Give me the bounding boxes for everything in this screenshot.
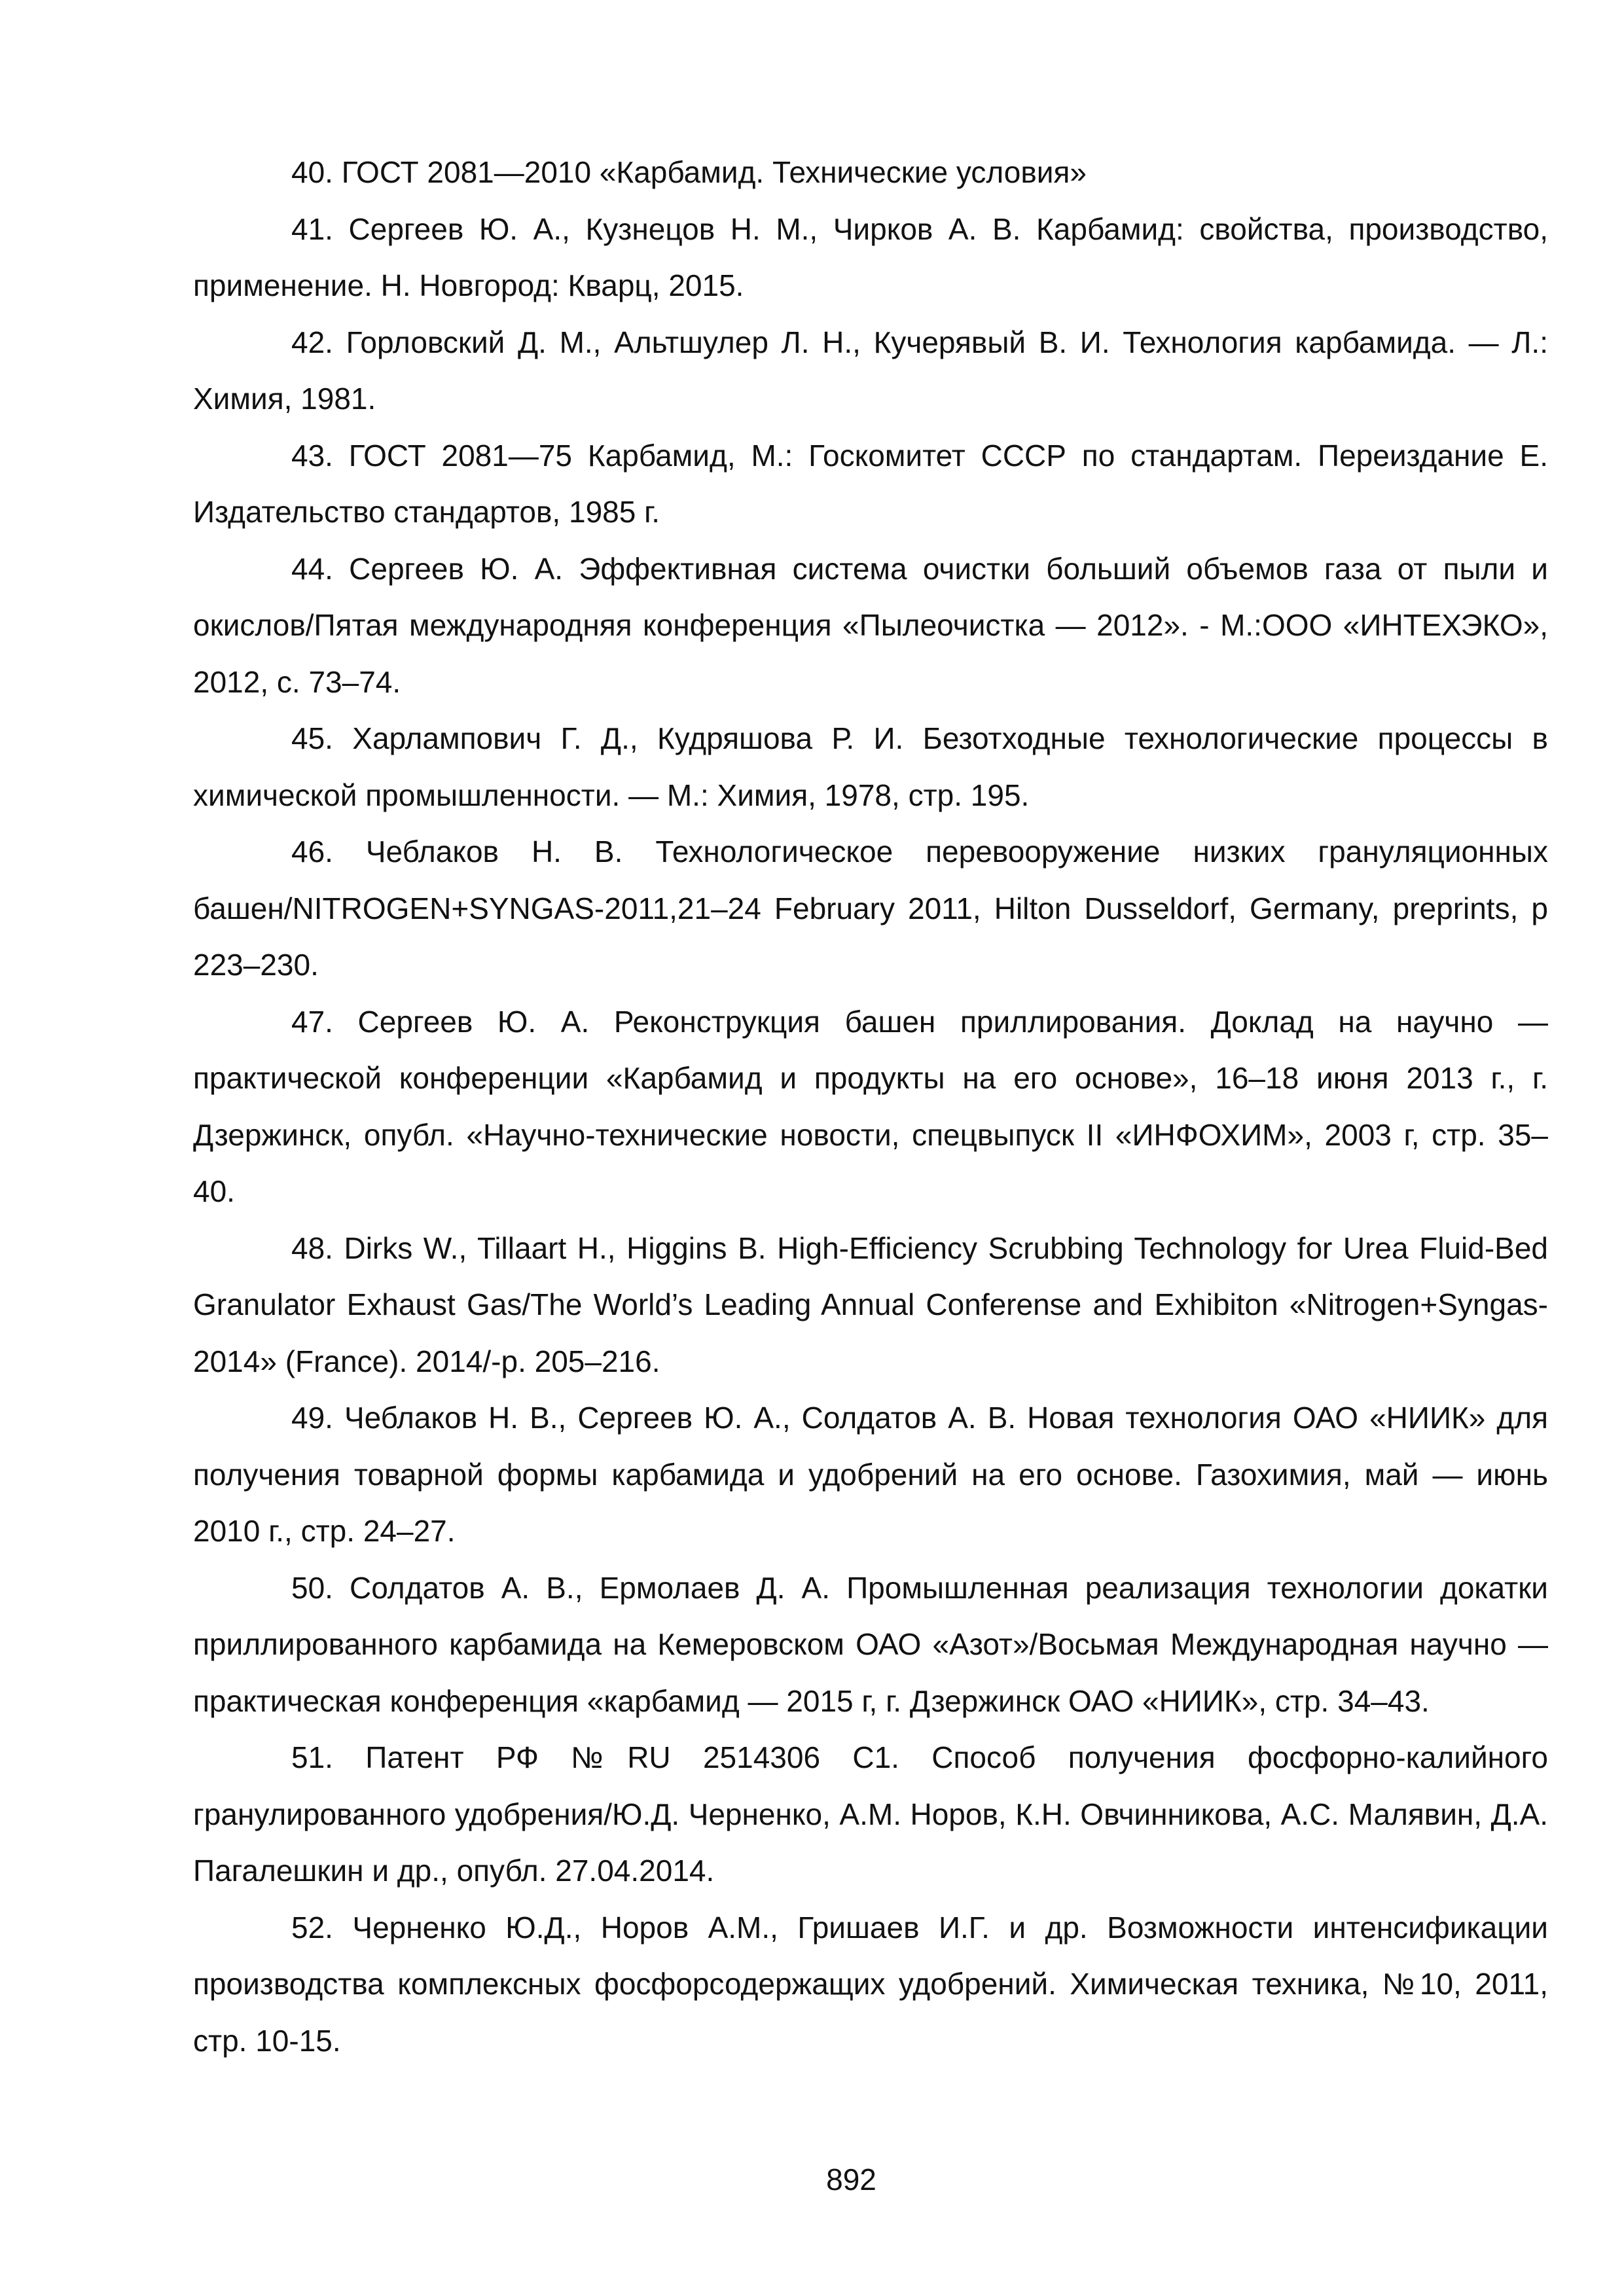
reference-49: 49. Чеблаков Н. В., Сергеев Ю. А., Солдатов А. В. Новая технология ОАО «НИИК» для получения товарной формы карбамида и удобрений на его основе. Газохимия, май — июнь 2010 г., стр. 24–27. bbox=[193, 1401, 1548, 1548]
reference-list bbox=[193, 144, 1548, 2069]
reference-45: 45. Харлампович Г. Д., Кудряшова Р. И. Безотходные технологические процессы в химической промышленности. — М.: Химия, 1978, стр. 195. bbox=[193, 721, 1548, 812]
reference-42: 42. Горловский Д. М., Альтшулер Л. Н., Кучерявый В. И. Технология карбамида. — Л.: Химия, 1981. bbox=[193, 325, 1548, 416]
reference-50: 50. Солдатов А. В., Ермолаев Д. А. Промышленная реализация технологии докатки приллированного карбамида на Кемеровском ОАО «Азот»/Восьмая Международная научно —практическая конференция «карбамид — 2015 г, г. Дзержинск ОАО «НИИК», стр. 34–43. bbox=[193, 1570, 1548, 1718]
reference-41: 41. Сергеев Ю. А., Кузнецов Н. М., Чирков А. В. Карбамид: свойства, производство, применение. Н. Новгород: Кварц, 2015. bbox=[193, 211, 1548, 302]
page-number: 892 bbox=[826, 2162, 876, 2197]
reference-48: 48. Dirks W., Tillaart H., Higgins B. High-Efficiency Scrubbing Technology for Urea Fluid-Bed Granulator Exhaust Gas/The World’s Leading Annual Conferense and Exhibiton «Nitrogen+Syngas-2014» (France). 2014/-p. 205–216. bbox=[193, 1230, 1548, 1378]
reference-43: 43. ГОСТ 2081—75 Карбамид, М.: Госкомитет СССР по стандартам. Переиздание Е. Издательство стандартов, 1985 г. bbox=[193, 438, 1548, 529]
reference-52: 52. Черненко Ю.Д., Норов А.М., Гришаев И.Г. и др. Возможности интенсификации производства комплексных фосфорсодержащих удобрений. Химическая техника, №10, 2011, стр. 10-15. bbox=[193, 1910, 1548, 2058]
reference-47: 47. Сергеев Ю. А. Реконструкция башен приллирования. Доклад на научно — практической конференции «Карбамид и продукты на его основе», 16–18 июня 2013 г., г. Дзержинск, опубл. «Научно-технические новости, спецвыпуск II «ИНФОХИМ», 2003 г, стр. 35–40. bbox=[193, 1004, 1548, 1208]
reference-44: 44. Сергеев Ю. А. Эффективная система очистки больший объемов газа от пыли и окислов/Пятая международняя конференция «Пылеочистка — 2012». - М.:ООО «ИНТЕХЭКО», 2012, с. 73–74. bbox=[193, 551, 1548, 699]
reference-46: 46. Чеблаков Н. В. Технологическое перевооружение низких грануляционных башен/NITROGEN+SYNGAS-2011,21–24 February 2011, Hilton Dusseldorf, Germany, preprints, p 223–230. bbox=[193, 834, 1548, 982]
reference-40: 40. ГОСТ 2081—2010 «Карбамид. Технические условия» bbox=[291, 155, 1087, 189]
reference-51: 51. Патент РФ №RU 2514306 С1. Способ получения фосфорно-калийного гранулированного удобрения/Ю.Д. Черненко, А.М. Норов, К.Н. Овчинникова, А.С. Малявин, Д.А. Пагалешкин и др., опубл. 27.04.2014. bbox=[193, 1740, 1548, 1888]
